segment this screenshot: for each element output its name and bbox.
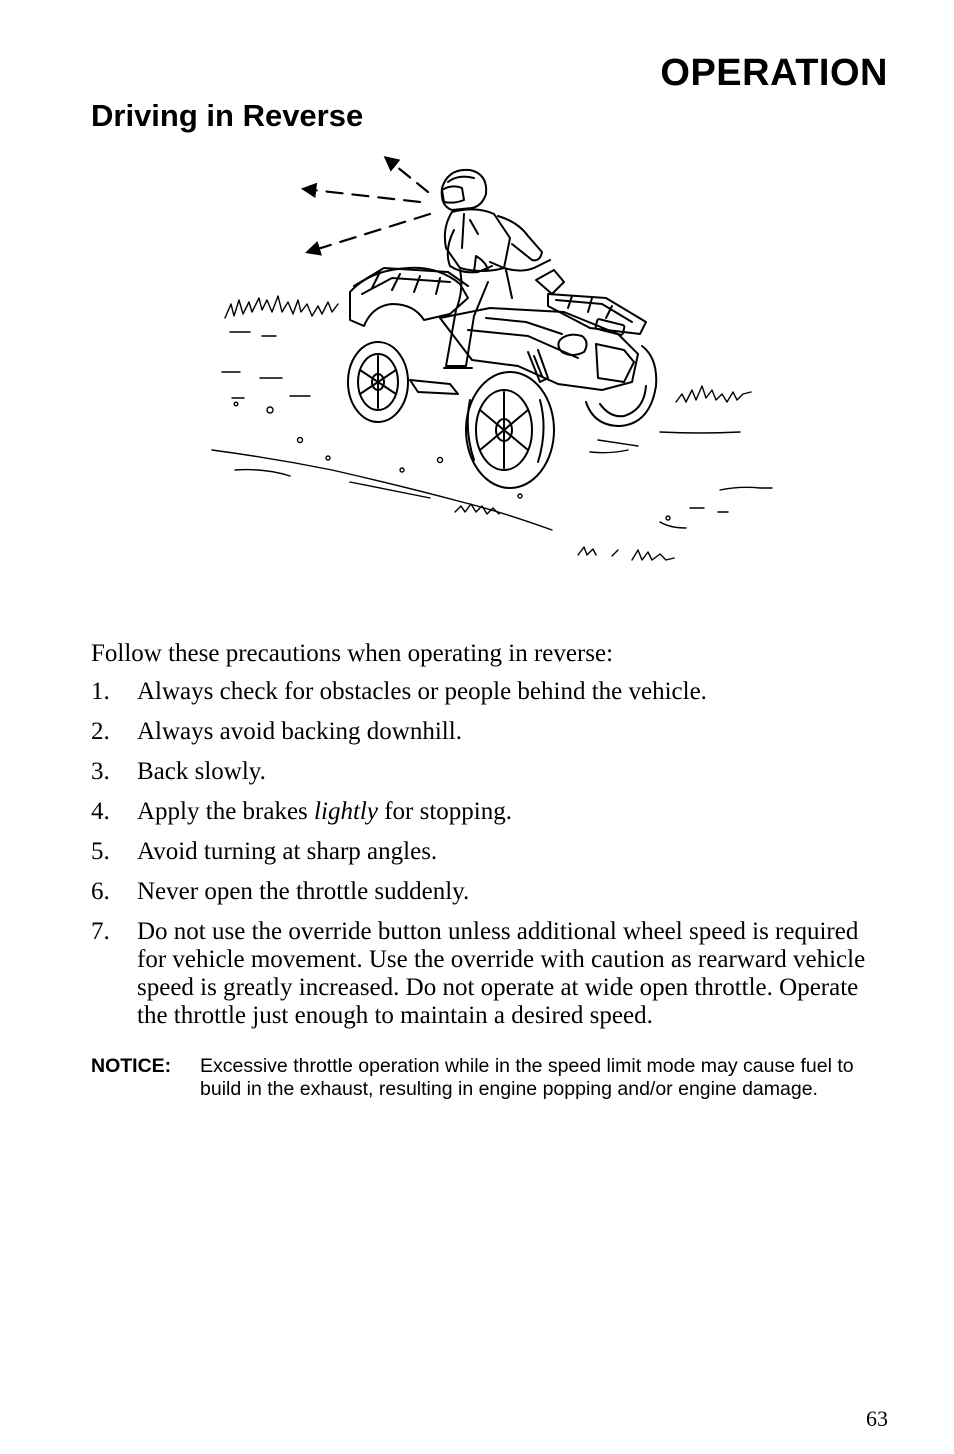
- list-item: [91, 918, 891, 1030]
- atv-rear-rack: [354, 268, 468, 294]
- step-number: 4.: [91, 798, 110, 825]
- atv-dash: [536, 270, 564, 294]
- notice-block: [91, 1055, 891, 1101]
- step-number: 5.: [91, 838, 110, 865]
- terrain: [212, 296, 772, 560]
- step-text: Back slowly.: [137, 758, 266, 785]
- section-title: OPERATION: [660, 52, 888, 94]
- atv-rear-fender: [350, 268, 468, 326]
- atv-rider-looking-back-illustration: [200, 150, 800, 580]
- rider-right-arm: [498, 216, 542, 260]
- list-item: [91, 878, 891, 906]
- step-text: Always check for obstacles or people behind the vehicle.: [137, 678, 707, 705]
- atv: [348, 260, 656, 488]
- sight-arrow-left: [304, 189, 420, 202]
- step-text: Avoid turning at sharp angles.: [137, 838, 438, 865]
- step-number: 1.: [91, 678, 110, 705]
- list-item: [91, 758, 891, 786]
- list-item: [91, 838, 891, 866]
- atv-rear-wheel: [348, 342, 408, 422]
- notice-label: NOTICE:: [91, 1055, 172, 1077]
- sight-arrow-up: [386, 158, 428, 192]
- rider-torso: [445, 209, 510, 271]
- page-heading: Driving in Reverse: [91, 98, 364, 133]
- step-text-emphasis: lightly: [314, 798, 378, 825]
- step-text-before: Apply the brakes: [137, 798, 315, 825]
- precautions-list: [91, 678, 891, 1042]
- atv-front-near-wheel: [466, 372, 554, 488]
- list-item: [91, 678, 891, 706]
- list-item: [91, 718, 891, 746]
- sight-arrow-down-left: [308, 214, 430, 252]
- notice-text: Excessive throttle operation while in the speed limit mode may cause fuel to build in the exhaust, resulting in engine popping and/or engine damage.: [200, 1055, 854, 1100]
- page-number: 63: [866, 1406, 888, 1431]
- list-item: [91, 798, 891, 826]
- atv-headlight: [558, 335, 586, 355]
- step-text-after: for stopping.: [377, 798, 512, 825]
- step-text: Never open the throttle suddenly.: [137, 878, 470, 905]
- intro-text: Follow these precautions when operating in reverse:: [91, 640, 614, 667]
- step-text: [137, 798, 512, 825]
- step-number: 3.: [91, 758, 110, 785]
- rider: [442, 170, 542, 368]
- step-number: 2.: [91, 718, 110, 745]
- step-text: Always avoid backing downhill.: [137, 718, 462, 745]
- sight-arrows: [304, 158, 430, 252]
- rider-visor: [442, 186, 464, 202]
- step-text: Do not use the override button unless additional wheel speed is required for vehicle movement. Use the override with caution as rearward vehicle speed is greatly increased. Do not operate at wide open throttle. Operate the throttle just enough to maintain a desired speed.: [137, 918, 866, 1029]
- step-number: 7.: [91, 918, 110, 945]
- step-number: 6.: [91, 878, 110, 905]
